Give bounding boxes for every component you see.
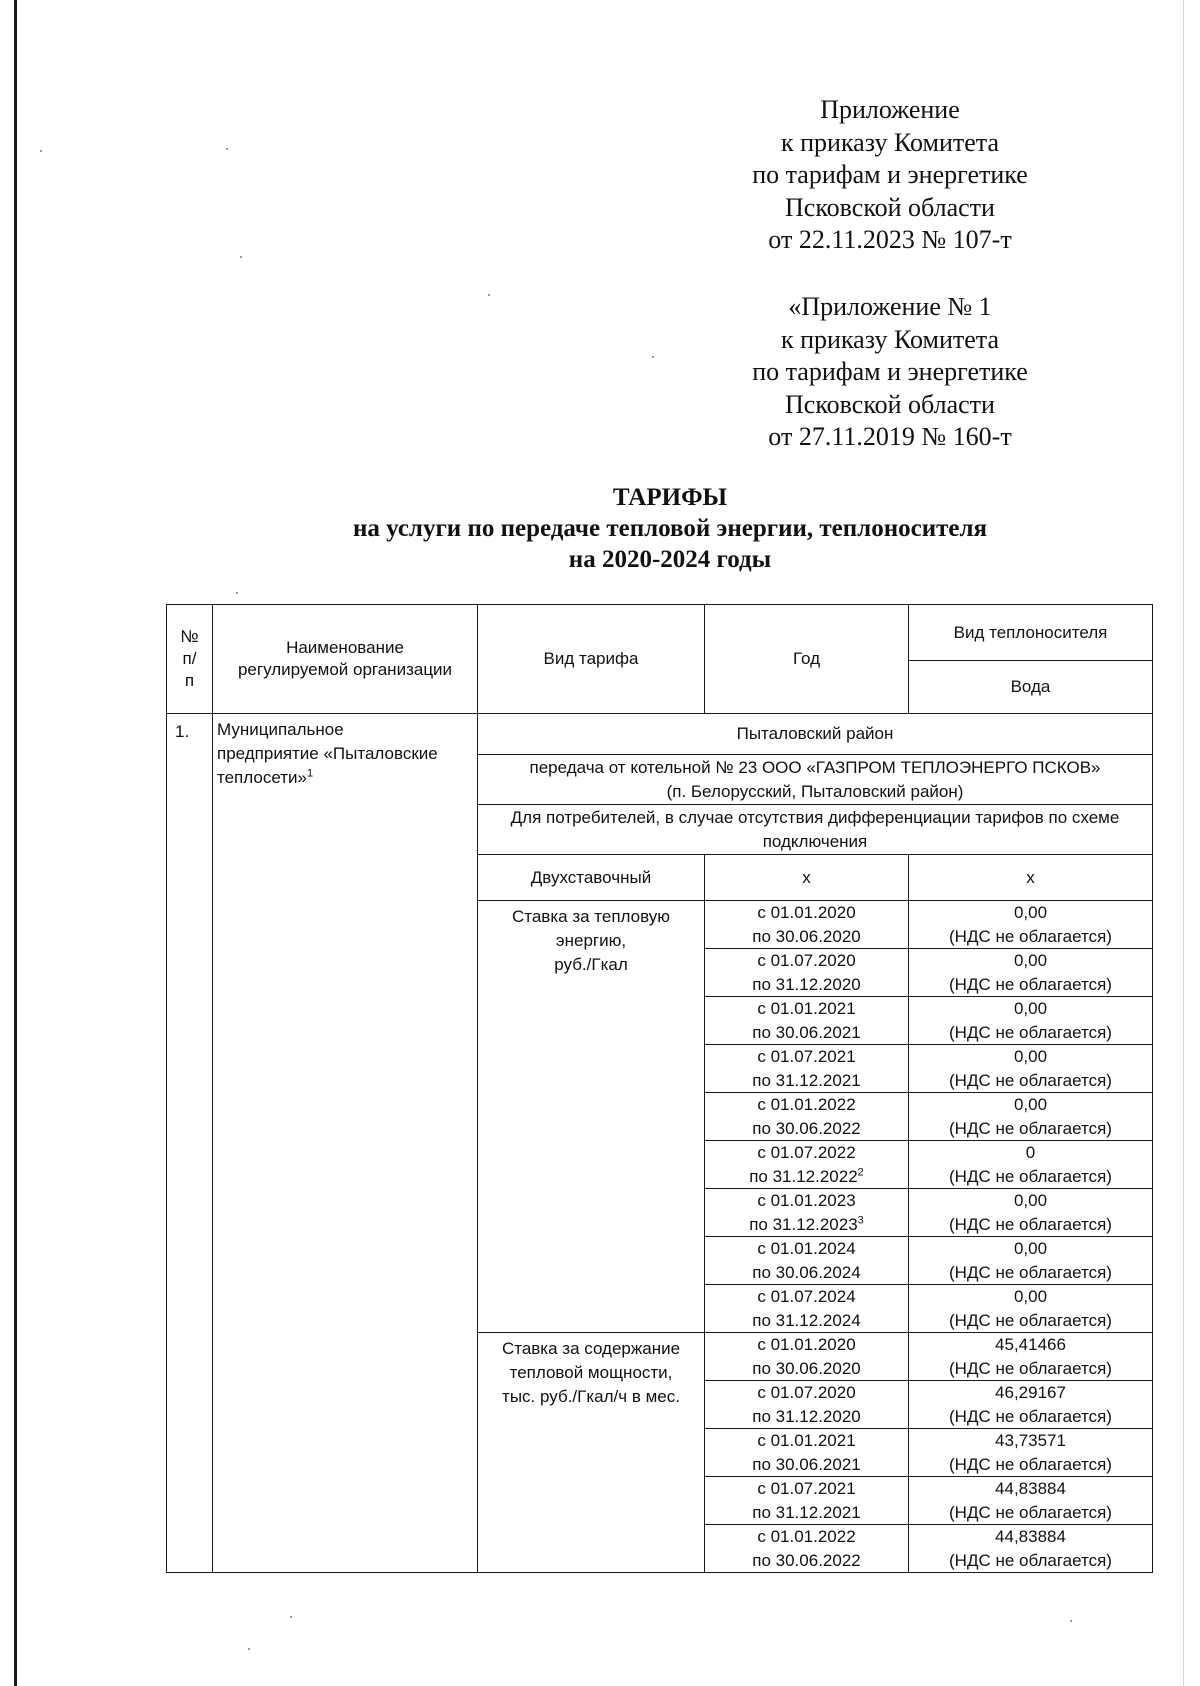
vat-note: (НДС не облагается) xyxy=(949,1406,1112,1426)
period-to-line xyxy=(709,1069,904,1093)
tariff-value-cell xyxy=(909,1477,1153,1525)
tariff-value: 0,00 xyxy=(1013,903,1048,922)
energy-rate-label-line: энергию, xyxy=(555,931,627,950)
scan-speck xyxy=(226,148,228,150)
period-to: по 30.06.2022 xyxy=(752,1550,861,1570)
period-to: по 31.12.2021 xyxy=(752,1502,861,1522)
appendix-original-line: Псковской области xyxy=(785,389,995,419)
district-row xyxy=(167,714,1153,755)
period-from: с 01.01.2021 xyxy=(757,999,856,1018)
tariff-value: 46,29167 xyxy=(995,1383,1066,1402)
scan-speck xyxy=(652,356,654,358)
vat-note: (НДС не облагается) xyxy=(949,1214,1112,1234)
transfer-source xyxy=(478,755,1153,805)
capacity-rate-label-line: Ставка за содержание xyxy=(501,1339,681,1358)
energy-rate-label-line: руб./Гкал xyxy=(554,955,628,974)
two-part-value: x xyxy=(909,855,1153,901)
period-cell xyxy=(705,1333,909,1381)
tariff-value-cell xyxy=(909,1525,1153,1573)
period-cell xyxy=(705,1141,909,1189)
header-year: Год xyxy=(705,605,909,714)
header-carrier-type: Вид теплоносителя xyxy=(909,605,1153,661)
period-cell xyxy=(705,1285,909,1333)
header-organization-line: Наименование xyxy=(286,638,404,657)
appendix-original-line: «Приложение № 1 xyxy=(788,292,992,321)
tariff-value-cell xyxy=(909,1141,1153,1189)
period-from: с 01.01.2024 xyxy=(757,1239,856,1258)
period-to: по 31.12.2021 xyxy=(752,1070,861,1090)
footnote-marker: 2 xyxy=(857,1165,864,1178)
tariff-value-cell xyxy=(909,1237,1153,1285)
footnote-marker: 3 xyxy=(857,1213,864,1226)
tariff-value: 0,00 xyxy=(1013,1191,1048,1210)
period-from: с 01.07.2021 xyxy=(757,1479,856,1498)
period-to: по 30.06.2024 xyxy=(752,1262,861,1282)
tariff-value: 43,73571 xyxy=(995,1431,1066,1450)
capacity-rate-label-line: тыс. руб./Гкал/ч в мес. xyxy=(502,1387,680,1406)
header-tariff-type: Вид тарифа xyxy=(478,605,705,714)
vat-note: (НДС не облагается) xyxy=(949,1118,1112,1138)
tariff-value-cell xyxy=(909,1381,1153,1429)
scan-edge-left xyxy=(14,0,17,1686)
energy-rate-label-line: Ставка за тепловую xyxy=(511,907,671,926)
period-from: с 01.07.2020 xyxy=(757,1383,856,1402)
period-from: с 01.07.2022 xyxy=(757,1143,856,1162)
tariff-value: 0,00 xyxy=(1013,1239,1048,1258)
organization-name-text: теплосети» xyxy=(217,768,307,787)
period-cell xyxy=(705,997,909,1045)
appendix-original-header xyxy=(700,291,1080,454)
period-from: с 01.07.2021 xyxy=(757,1047,856,1066)
two-part-year: x xyxy=(705,855,909,901)
energy-rate-label xyxy=(478,901,705,1333)
appendix-original-line: от 27.11.2019 № 160-т xyxy=(768,422,1012,451)
scan-speck xyxy=(488,294,490,296)
organization-name-line: Муниципальное xyxy=(217,720,344,739)
scan-speck xyxy=(1070,1620,1072,1622)
transfer-source-line: (п. Белорусский, Пыталовский район) xyxy=(666,781,964,801)
period-cell xyxy=(705,1525,909,1573)
tariff-value-cell xyxy=(909,1429,1153,1477)
header-number-line: п/ xyxy=(182,649,197,668)
period-to: по 31.12.2024 xyxy=(752,1310,861,1330)
tariff-value-cell xyxy=(909,1093,1153,1141)
two-part-label: Двухставочный xyxy=(478,855,705,901)
header-carrier-water: Вода xyxy=(909,661,1153,714)
period-from: с 01.01.2021 xyxy=(757,1431,856,1450)
period-cell xyxy=(705,1381,909,1429)
tariff-value: 0,00 xyxy=(1013,999,1048,1018)
period-cell xyxy=(705,1045,909,1093)
period-from: с 01.07.2024 xyxy=(757,1287,856,1306)
period-from: с 01.01.2022 xyxy=(757,1527,856,1546)
tariff-value: 45,41466 xyxy=(995,1335,1066,1354)
tariff-value-cell xyxy=(909,997,1153,1045)
period-to-line xyxy=(709,1309,904,1333)
period-to: по 31.12.2023 xyxy=(749,1214,858,1234)
period-to-line xyxy=(709,1117,904,1141)
capacity-rate-label xyxy=(478,1333,705,1573)
vat-note: (НДС не облагается) xyxy=(949,1454,1112,1474)
vat-note: (НДС не облагается) xyxy=(949,1502,1112,1522)
tariff-value-cell xyxy=(909,1045,1153,1093)
tariff-value: 0,00 xyxy=(1013,951,1048,970)
tariff-value: 44,83884 xyxy=(995,1527,1066,1546)
period-to: по 30.06.2020 xyxy=(752,1358,861,1378)
vat-note: (НДС не облагается) xyxy=(949,1310,1112,1330)
tariff-value-cell xyxy=(909,949,1153,997)
tariffs-table xyxy=(166,604,1153,1573)
period-to-line xyxy=(709,1357,904,1381)
tariff-value: 0,00 xyxy=(1013,1287,1048,1306)
transfer-source-line: передача от котельной № 23 ООО «ГАЗПРОМ ТЕПЛОЭНЕРГО ПСКОВ» xyxy=(529,758,1101,777)
scan-edge-right xyxy=(1183,0,1184,1686)
capacity-rate-label-line: тепловой мощности, xyxy=(509,1363,673,1382)
period-from: с 01.07.2020 xyxy=(757,951,856,970)
table-header-row xyxy=(167,605,1153,661)
consumers-note-line: Для потребителей, в случае отсутствия дифференциации тарифов по схеме xyxy=(510,808,1120,827)
period-cell xyxy=(705,1093,909,1141)
vat-note: (НДС не облагается) xyxy=(949,1022,1112,1042)
period-to-line xyxy=(709,1405,904,1429)
appendix-original-line: по тарифам и энергетике xyxy=(752,357,1028,386)
period-cell xyxy=(705,949,909,997)
appendix-current-header xyxy=(700,94,1080,257)
scan-speck xyxy=(40,150,42,152)
period-cell xyxy=(705,1429,909,1477)
district-name: Пыталовский район xyxy=(478,714,1153,755)
appendix-current-line: от 22.11.2023 № 107-т xyxy=(768,225,1012,254)
period-to-line xyxy=(709,1021,904,1045)
title-period: на 2020-2024 годы xyxy=(568,546,772,573)
document-title xyxy=(200,482,1140,575)
scan-speck xyxy=(240,256,242,258)
vat-note: (НДС не облагается) xyxy=(949,1550,1112,1570)
period-from: с 01.01.2023 xyxy=(757,1191,856,1210)
period-to-line xyxy=(709,1501,904,1525)
header-organization xyxy=(213,605,478,714)
consumers-note xyxy=(478,805,1153,855)
title-main: ТАРИФЫ xyxy=(612,484,728,511)
vat-note: (НДС не облагается) xyxy=(949,1358,1112,1378)
scan-speck xyxy=(236,592,238,594)
footnote-marker: 1 xyxy=(306,767,314,780)
period-to-line xyxy=(709,1213,904,1237)
vat-note: (НДС не облагается) xyxy=(949,974,1112,994)
period-from: с 01.01.2020 xyxy=(757,903,856,922)
period-to-line xyxy=(709,1261,904,1285)
vat-note: (НДС не облагается) xyxy=(949,1262,1112,1282)
organization-name xyxy=(213,714,478,1573)
tariff-value: 0 xyxy=(1025,1143,1036,1162)
period-to-line xyxy=(709,1549,904,1573)
appendix-current-line: по тарифам и энергетике xyxy=(752,160,1028,189)
period-to: по 30.06.2022 xyxy=(752,1118,861,1138)
tariff-value: 0,00 xyxy=(1013,1047,1048,1066)
period-to: по 31.12.2022 xyxy=(749,1166,858,1186)
tariff-value-cell xyxy=(909,1333,1153,1381)
tariff-value-cell xyxy=(909,1285,1153,1333)
period-cell xyxy=(705,1237,909,1285)
organization-name-line xyxy=(217,766,473,790)
header-organization-line: регулируемой организации xyxy=(237,660,453,679)
vat-note: (НДС не облагается) xyxy=(949,1070,1112,1090)
period-to: по 31.12.2020 xyxy=(752,1406,861,1426)
period-from: с 01.01.2022 xyxy=(757,1095,856,1114)
tariff-value: 44,83884 xyxy=(995,1479,1066,1498)
title-subject: на услуги по передаче тепловой энергии, теплоносителя xyxy=(352,515,988,542)
appendix-current-line: Приложение xyxy=(820,95,960,124)
scan-speck xyxy=(290,1616,292,1618)
period-to: по 30.06.2020 xyxy=(752,926,861,946)
period-to-line xyxy=(709,973,904,997)
period-to: по 30.06.2021 xyxy=(752,1454,861,1474)
period-cell xyxy=(705,1189,909,1237)
period-to: по 30.06.2021 xyxy=(752,1022,861,1042)
period-cell xyxy=(705,1477,909,1525)
period-to-line xyxy=(709,1453,904,1477)
tariff-value-cell xyxy=(909,1189,1153,1237)
header-number xyxy=(167,605,213,714)
scan-speck xyxy=(248,1648,250,1650)
vat-note: (НДС не облагается) xyxy=(949,1166,1112,1186)
appendix-current-line: Псковской области xyxy=(785,192,995,222)
period-to: по 31.12.2020 xyxy=(752,974,861,994)
period-to-line xyxy=(709,925,904,949)
appendix-original-line: к приказу Комитета xyxy=(780,324,999,354)
period-from: с 01.01.2020 xyxy=(757,1335,856,1354)
organization-name-line: предприятие «Пыталовские xyxy=(217,744,438,763)
period-cell xyxy=(705,901,909,949)
vat-note: (НДС не облагается) xyxy=(949,926,1112,946)
tariff-value-cell xyxy=(909,901,1153,949)
appendix-current-line: к приказу Комитета xyxy=(780,127,999,157)
consumers-note-line: подключения xyxy=(762,831,868,851)
tariff-value: 0,00 xyxy=(1013,1095,1048,1114)
period-to-line xyxy=(709,1165,904,1189)
header-number-line: № xyxy=(180,627,199,646)
header-number-line: п xyxy=(184,671,195,690)
row-number: 1. xyxy=(167,714,213,1573)
